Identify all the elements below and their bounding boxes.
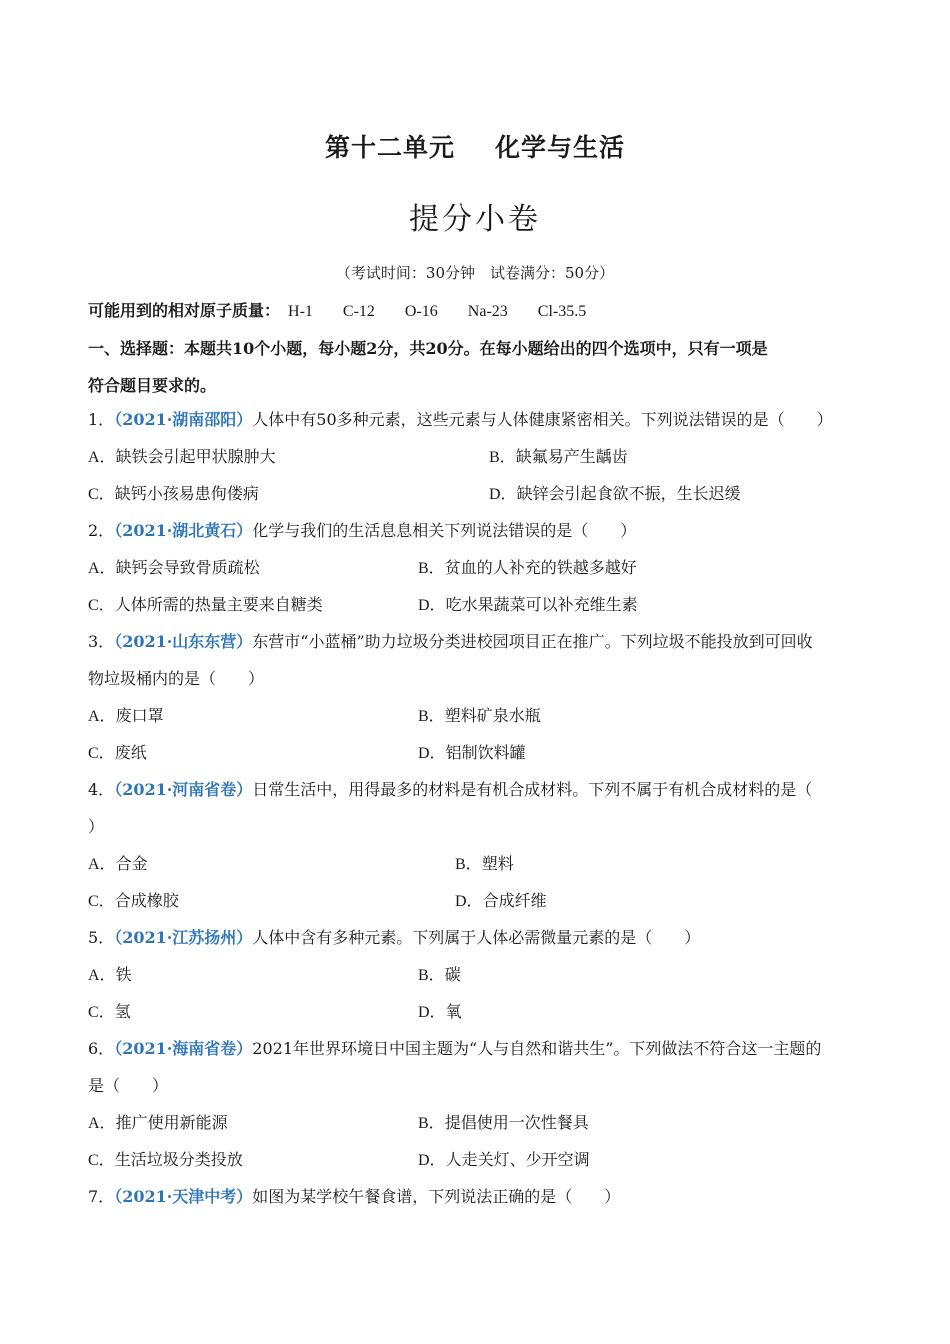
question-source: （2021·湖南邵阳） xyxy=(114,410,253,429)
exam-info: （考试时间：30分钟 试卷满分：50分） xyxy=(335,264,615,282)
unit-title xyxy=(0,128,950,164)
question-source: （2021·山东东营） xyxy=(114,632,253,651)
unit-topic: 化学与生活 xyxy=(495,133,626,162)
question-1-option-a xyxy=(88,446,276,469)
question-1-option-c xyxy=(88,483,259,506)
question-5-option-c xyxy=(88,1001,131,1024)
question-source: （2021·江苏扬州） xyxy=(114,928,253,947)
option-label: D． xyxy=(489,486,517,503)
question-6-stem-cont: 是（ ） xyxy=(88,1076,169,1095)
option-text: 塑料 xyxy=(481,854,514,873)
option-text: 氧 xyxy=(445,1002,462,1021)
question-1-option-b xyxy=(489,446,628,469)
question-3-stem-cont: 物垃圾桶内的是（ ） xyxy=(88,669,265,688)
question-4-stem xyxy=(88,779,812,801)
question-4-option-c xyxy=(88,890,179,913)
option-label: B． xyxy=(455,856,482,873)
option-text: 废纸 xyxy=(114,743,147,762)
question-5-option-d xyxy=(418,1001,462,1024)
question-5-stem xyxy=(88,927,700,949)
option-text: 缺氟易产生龋齿 xyxy=(515,447,628,466)
option-text: 提倡使用一次性餐具 xyxy=(444,1113,589,1132)
atomic-mass-line xyxy=(88,298,616,321)
option-text: 生活垃圾分类投放 xyxy=(114,1150,243,1169)
question-source: （2021·河南省卷） xyxy=(114,780,253,799)
question-1-stem xyxy=(88,409,833,431)
question-number: 7． xyxy=(88,1187,115,1206)
question-4-stem-cont: ） xyxy=(88,817,105,836)
paper-subtitle: 提分小卷 xyxy=(409,202,541,237)
option-label: B． xyxy=(418,1115,445,1132)
option-label: A． xyxy=(88,1115,116,1132)
option-label: C． xyxy=(88,745,115,762)
question-3-stem xyxy=(88,631,813,653)
option-text: 缺钙会导致骨质疏松 xyxy=(115,558,260,577)
atomic-mass-label: 可能用到的相对原子质量： xyxy=(88,301,281,320)
question-number: 2． xyxy=(88,521,115,540)
section-heading: 一、选择题：本题共10个小题，每小题2分，共20分。在每小题给出的四个选项中，只有一项是 xyxy=(88,339,768,358)
question-4-option-a xyxy=(88,853,148,876)
section-heading-cont: 符合题目要求的。 xyxy=(88,376,217,395)
question-3-option-c xyxy=(88,742,147,765)
atomic-mass-item: O-16 xyxy=(404,303,438,320)
option-label: A． xyxy=(88,967,116,984)
option-text: 推广使用新能源 xyxy=(115,1113,228,1132)
question-source: （2021·天津中考） xyxy=(114,1187,253,1206)
option-label: A． xyxy=(88,708,116,725)
question-source: （2021·海南省卷） xyxy=(114,1039,253,1058)
atomic-mass-item: Cl-35.5 xyxy=(537,303,587,320)
question-3-option-d xyxy=(418,742,526,765)
question-number: 4． xyxy=(88,780,115,799)
question-number: 6． xyxy=(88,1039,115,1058)
question-2-stem xyxy=(88,520,636,542)
question-number: 1． xyxy=(88,410,115,429)
unit-number: 第十二单元 xyxy=(324,133,455,162)
question-text: 日常生活中，用得最多的材料是有机合成材料。下列不属于有机合成材料的是（ xyxy=(252,780,813,799)
option-label: C． xyxy=(88,893,115,910)
question-text: 人体中含有多种元素。下列属于人体必需微量元素的是（ ） xyxy=(252,928,701,947)
question-source: （2021·湖北黄石） xyxy=(114,521,253,540)
question-7-stem xyxy=(88,1186,620,1208)
option-text: 人体所需的热量主要来自糖类 xyxy=(114,595,323,614)
option-text: 缺铁会引起甲状腺肿大 xyxy=(115,447,276,466)
question-2-option-d xyxy=(418,594,638,617)
option-text: 废口罩 xyxy=(115,706,164,725)
question-2-option-b xyxy=(418,557,637,580)
option-text: 吃水果蔬菜可以补充维生素 xyxy=(445,595,638,614)
question-1-option-d xyxy=(489,483,741,506)
option-label: D． xyxy=(418,1004,446,1021)
option-text: 碳 xyxy=(444,965,461,984)
question-5-option-b xyxy=(418,964,461,987)
option-text: 缺锌会引起食欲不振，生长迟缓 xyxy=(516,484,741,503)
atomic-mass-item: C-12 xyxy=(342,303,375,320)
question-6-option-a xyxy=(88,1112,228,1135)
atomic-mass-item: Na-23 xyxy=(467,303,508,320)
question-4-option-d xyxy=(455,890,547,913)
question-2-option-a xyxy=(88,557,260,580)
option-text: 氢 xyxy=(114,1002,131,1021)
question-3-option-a xyxy=(88,705,164,728)
option-text: 铁 xyxy=(115,965,132,984)
question-number: 5． xyxy=(88,928,115,947)
option-label: C． xyxy=(88,597,115,614)
question-6-option-d xyxy=(418,1149,590,1172)
option-label: B． xyxy=(418,560,445,577)
question-text: 人体中有50多种元素，这些元素与人体健康紧密相关。下列说法错误的是（ ） xyxy=(252,410,833,429)
option-label: A． xyxy=(88,856,116,873)
option-text: 贫血的人补充的铁越多越好 xyxy=(444,558,637,577)
option-label: A． xyxy=(88,560,116,577)
question-5-option-a xyxy=(88,964,132,987)
option-label: D． xyxy=(455,893,483,910)
question-6-stem xyxy=(88,1038,821,1060)
option-label: D． xyxy=(418,597,446,614)
option-text: 合金 xyxy=(115,854,148,873)
option-label: C． xyxy=(88,1152,115,1169)
question-number: 3． xyxy=(88,632,115,651)
question-4-option-b xyxy=(455,853,514,876)
option-label: B． xyxy=(418,708,445,725)
option-text: 铝制饮料罐 xyxy=(445,743,526,762)
question-text: 东营市“小蓝桶”助力垃圾分类进校园项目正在推广。下列垃圾不能投放到可回收 xyxy=(252,632,813,651)
question-text: 2021年世界环境日中国主题为“人与自然和谐共生”。下列做法不符合这一主题的 xyxy=(252,1039,822,1058)
question-6-option-c xyxy=(88,1149,243,1172)
question-2-option-c xyxy=(88,594,323,617)
option-label: B． xyxy=(418,967,445,984)
option-label: B． xyxy=(489,449,516,466)
option-label: D． xyxy=(418,1152,446,1169)
question-6-option-b xyxy=(418,1112,589,1135)
option-text: 缺钙小孩易患佝偻病 xyxy=(114,484,259,503)
question-text: 化学与我们的生活息息相关下列说法错误的是（ ） xyxy=(252,521,637,540)
option-label: C． xyxy=(88,486,115,503)
option-label: D． xyxy=(418,745,446,762)
option-label: C． xyxy=(88,1004,115,1021)
option-text: 合成纤维 xyxy=(482,891,547,910)
option-text: 合成橡胶 xyxy=(114,891,179,910)
option-label: A． xyxy=(88,449,116,466)
option-text: 人走关灯、少开空调 xyxy=(445,1150,590,1169)
option-text: 塑料矿泉水瓶 xyxy=(444,706,541,725)
atomic-mass-item: H-1 xyxy=(288,303,313,320)
question-3-option-b xyxy=(418,705,541,728)
question-text: 如图为某学校午餐食谱，下列说法正确的是（ ） xyxy=(252,1187,621,1206)
